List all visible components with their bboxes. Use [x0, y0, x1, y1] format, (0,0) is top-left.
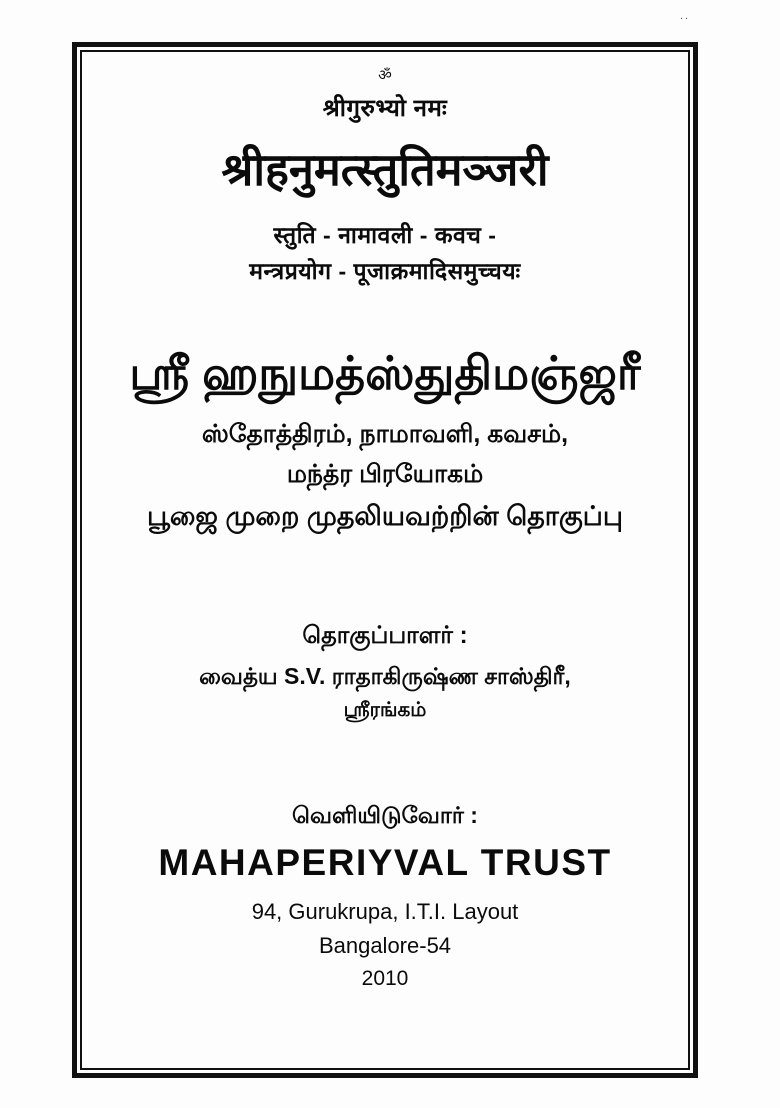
tamil-subtitle-line-3: பூஜை முறை முதலியவற்றின் தொகுப்பு — [147, 501, 623, 531]
publisher-label: வெளியிடுவோர் : — [292, 802, 478, 828]
compiler-label: தொகுப்பாளர் : — [302, 622, 468, 649]
corner-mark: .. — [680, 10, 691, 22]
title-page-content — [96, 60, 674, 1060]
publisher-city: Bangalore-54 — [318, 933, 452, 958]
devanagari-title: श्रीहनुमत्स्तुतिमञ्जरी — [221, 144, 549, 195]
devanagari-salutation: श्रीगुरुभ्यो नमः — [322, 95, 448, 122]
publisher-address: 94, Gurukrupa, I.T.I. Layout — [251, 899, 519, 924]
publication-year: 2010 — [361, 967, 409, 990]
devanagari-subtitle-line-1: स्तुति - नामावली - कवच - — [273, 222, 497, 248]
publisher-name: MAHAPERIYVAL TRUST — [158, 842, 612, 883]
tamil-subtitle-line-2: மந்த்ர பிரயோகம் — [286, 460, 484, 488]
compiler-name: வைத்ய S.V. ராதாகிருஷ்ண சாஸ்திரீ, — [199, 663, 571, 689]
om-symbol: ॐ — [378, 67, 392, 84]
compiler-place: ஸ்ரீரங்கம் — [343, 699, 427, 721]
tamil-title: ஸ்ரீ ஹநுமத்ஸ்துதிமஞ்ஜரீ — [129, 347, 641, 399]
tamil-subtitle-line-1: ஸ்தோத்திரம், நாமாவளி, கவசம், — [201, 420, 569, 448]
devanagari-subtitle-line-2: मन्त्रप्रयोग - पूजाक्रमादिसमुच्चयः — [249, 258, 521, 284]
